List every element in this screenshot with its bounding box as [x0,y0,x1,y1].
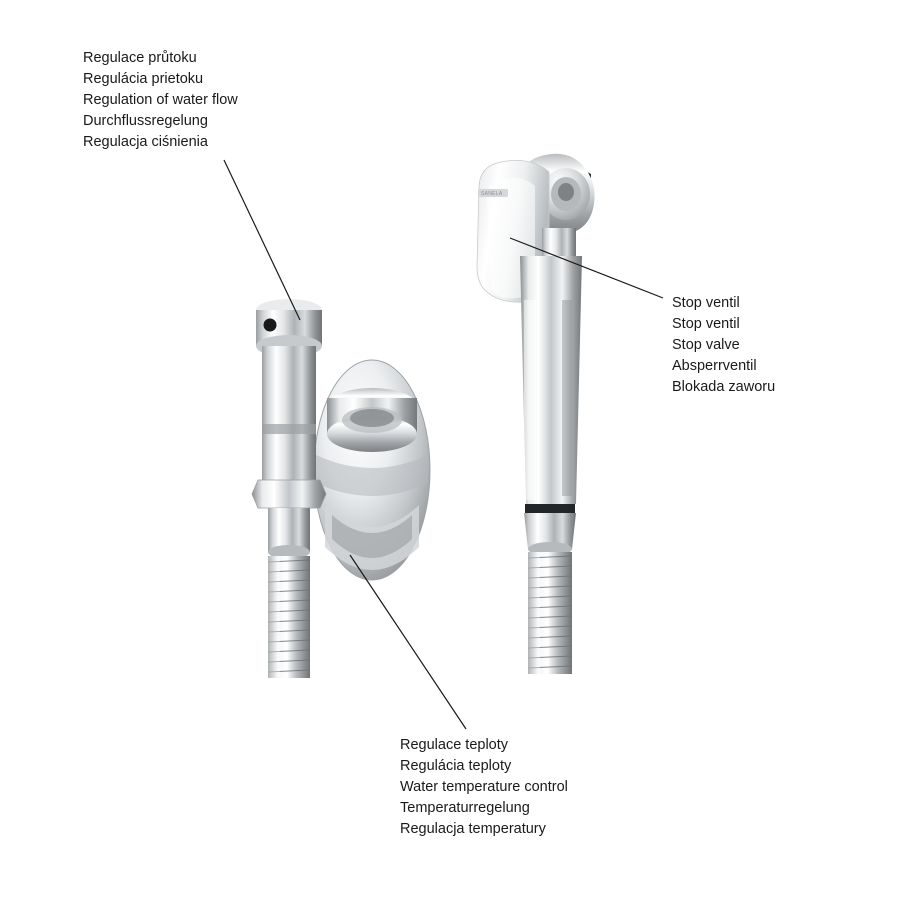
flow-control-knob [252,299,326,559]
callout-water-flow-line-pl: Regulacja ciśnienia [83,134,208,150]
callout-water-flow-line-en: Regulation of water flow [83,92,238,108]
svg-text:SANELA: SANELA [481,191,503,197]
wall-plate-temperature-mixer [314,360,430,580]
callout-temperature-line-sk: Regulácia teploty [400,758,512,774]
callout-stop-valve-line-pl: Blokada zaworu [672,379,776,395]
callout-stop-valve-line-cs: Stop ventil [672,295,740,311]
callout-stop-valve [672,293,775,398]
callout-water-flow-line-cs: Regulace průtoku [83,50,197,66]
callout-stop-valve-line-de: Absperrventil [672,358,757,374]
callout-temperature-line-pl: Regulacja temperatury [400,821,546,837]
callout-temperature-line-cs: Regulace teploty [400,737,509,753]
callout-temperature-line-de: Temperaturregelung [400,800,530,816]
shower-body-column [520,228,582,556]
metal-flex-hose-right [528,552,572,674]
callout-water-flow [83,48,238,153]
metal-flex-hose [268,556,310,678]
callout-temperature [400,735,568,840]
callout-temperature-line-en: Water temperature control [400,779,568,795]
callout-stop-valve-line-sk: Stop ventil [672,316,740,332]
callout-water-flow-line-sk: Regulácia prietoku [83,71,204,87]
callout-water-flow-line-de: Durchflussregelung [83,113,208,129]
callout-stop-valve-line-en: Stop valve [672,337,740,353]
